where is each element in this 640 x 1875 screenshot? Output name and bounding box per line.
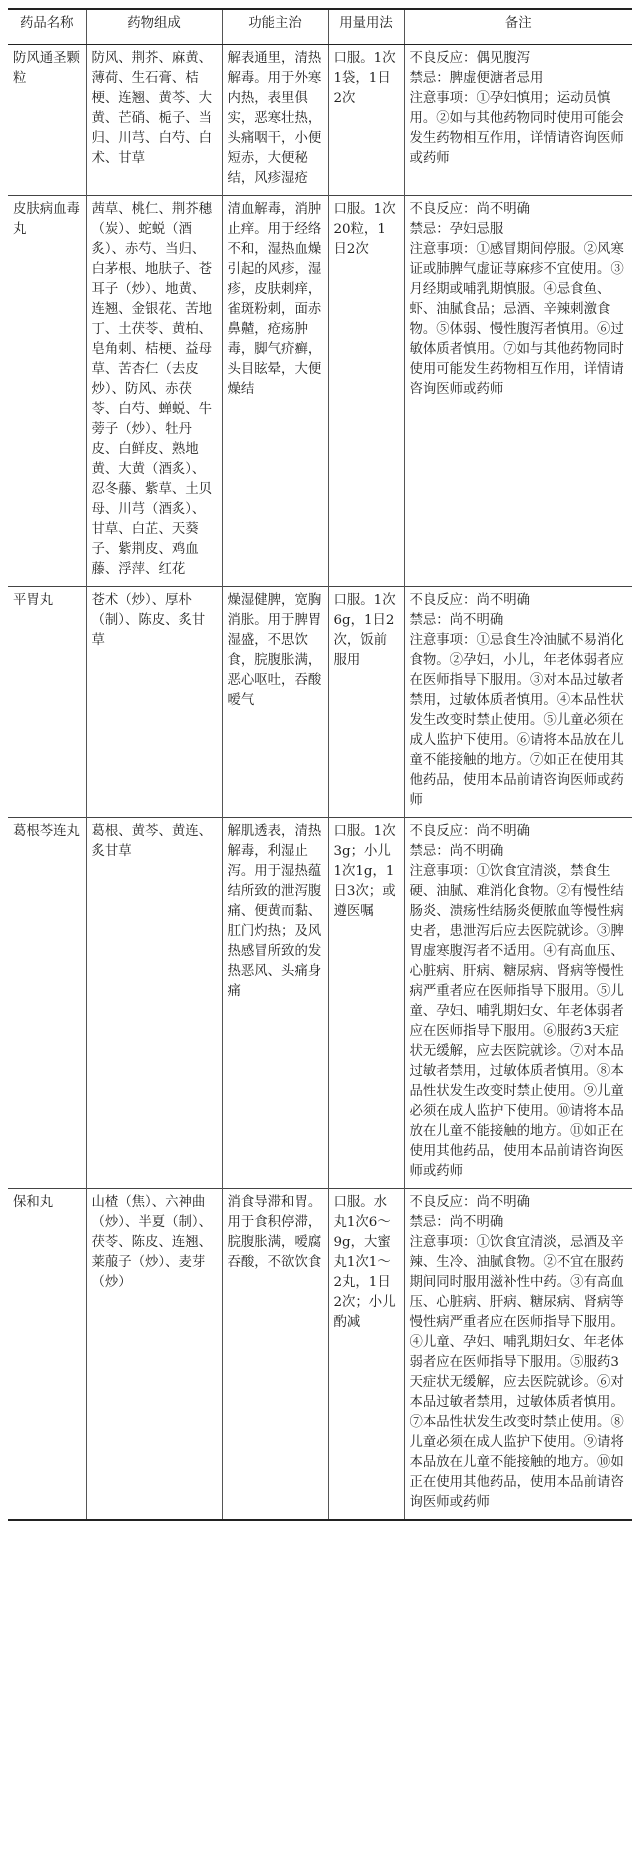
function-text: 燥湿健脾，宽胸消胀。用于脾胃湿盛，不思饮食，脘腹胀满，恶心呕吐，吞酸嗳气 [227,593,322,708]
table-row [8,1189,632,1521]
table-row [8,196,632,587]
usage-text: 口服。1次6g，1日2次，饭前服用 [333,593,396,668]
composition-cell [86,196,222,587]
drug-name-cell [8,587,86,818]
function-text: 解表通里，清热解毒。用于外寒内热，表里俱实，恶寒壮热，头痛咽干，小便短赤，大便秘结，风疹湿疮 [227,51,322,186]
header-drug-name: 药品名称 [8,9,86,45]
notes-cell [404,818,632,1189]
notes-text: 不良反应：尚不明确 禁忌：孕妇忌服 注意事项：①感冒期间停服。②风寒证或肺脾气虚证荨麻疹不宜使用。③月经期或哺乳期慎服。④忌食鱼、虾、油腻食品；忌酒、辛辣刺激食物。⑤体弱、慢性腹泻者慎用。⑥过敏体质者慎用。⑦如与其他药物同时使用可能发生药物相互作用，详情请咨询医师或药师 [409,202,624,397]
usage-text: 口服。1次1袋，1日2次 [333,51,396,106]
composition-text: 山楂（焦）、六神曲（炒）、半夏（制）、茯苓、陈皮、连翘、莱菔子（炒）、麦芽（炒） [91,1195,213,1290]
usage-text: 口服。1次20粒，1日2次 [333,202,396,257]
table-row [8,587,632,818]
header-notes: 备注 [404,9,632,45]
composition-cell [86,45,222,196]
function-text: 解肌透表，清热解毒，利湿止泻。用于湿热蕴结所致的泄泻腹痛、便黄而黏、肛门灼热；及风热感冒所致的发热恶风、头痛身痛 [227,824,322,999]
function-cell [222,587,328,818]
drug-name-cell [8,818,86,1189]
notes-cell [404,45,632,196]
table-row [8,45,632,196]
notes-text: 不良反应：尚不明确 禁忌：尚不明确 注意事项：①饮食宜清淡，忌酒及辛辣、生冷、油腻食物。②不宜在服药期间同时服用滋补性中药。③有高血压、心脏病、肝病、糖尿病、肾病等慢性病严重者应在医师指导下服用。④儿童、孕妇、哺乳期妇女、年老体弱者应在医师指导下服用。⑤服药3天症状无缓解，应去医院就诊。⑥对本品过敏者禁用，过敏体质者慎用。⑦本品性状发生改变时禁止使用。⑧儿童必须在成人监护下使用。⑨请将本品放在儿童不能接触的地方。⑩如正在使用其他药品，使用本品前请咨询医师或药师 [409,1195,624,1510]
composition-cell [86,818,222,1189]
table-row [8,818,632,1189]
composition-text: 葛根、黄芩、黄连、炙甘草 [91,824,213,859]
drug-name-cell [8,196,86,587]
notes-text: 不良反应：尚不明确 禁忌：尚不明确 注意事项：①忌食生冷油腻不易消化食物。②孕妇，小儿，年老体弱者应在医师指导下服用。③对本品过敏者禁用，过敏体质者慎用。④本品性状发生改变时禁止使用。⑤儿童必须在成人监护下使用。⑥请将本品放在儿童不能接触的地方。⑦如正在使用其他药品，使用本品前请咨询医师或药师 [409,593,624,808]
function-text: 清血解毒，消肿止痒。用于经络不和，湿热血燥引起的风疹，湿疹，皮肤刺痒，雀斑粉刺，面赤鼻齄，疮疡肿毒，脚气疥癣，头目眩晕，大便燥结 [227,202,322,397]
drug-name: 皮肤病血毒丸 [13,202,80,237]
header-composition: 药物组成 [86,9,222,45]
usage-cell [328,818,404,1189]
header-usage: 用量用法 [328,9,404,45]
notes-text: 不良反应：尚不明确 禁忌：尚不明确 注意事项：①饮食宜清淡，禁食生硬、油腻、难消化食物。②有慢性结肠炎、溃疡性结肠炎便脓血等慢性病史者，患泄泻后应去医院就诊。③脾胃虚寒腹泻者不适用。④有高血压、心脏病、肝病、糖尿病、肾病等慢性病严重者应在医师指导下服用。⑤儿童、孕妇、哺乳期妇女、年老体弱者应在医师指导下服用。⑥服药3天症状无缓解，应去医院就诊。⑦对本品过敏者禁用，过敏体质者慎用。⑧本品性状发生改变时禁止使用。⑨儿童必须在成人监护下使用。⑩请将本品放在儿童不能接触的地方。⑪如正在使用其他药品，使用本品前请咨询医师或药师 [409,824,624,1179]
drug-name: 防风通圣颗粒 [13,51,80,86]
drug-name-cell [8,1189,86,1521]
notes-cell [404,587,632,818]
usage-cell [328,1189,404,1521]
usage-cell [328,587,404,818]
function-text: 消食导滞和胃。用于食积停滞，脘腹胀满，嗳腐吞酸，不欲饮食 [227,1195,322,1270]
composition-text: 茜草、桃仁、荆芥穗（炭）、蛇蜕（酒炙）、赤芍、当归、白茅根、地肤子、苍耳子（炒）、地黄、连翘、金银花、苦地丁、土茯苓、黄柏、皂角刺、桔梗、益母草、苦杏仁（去皮炒）、防风、赤茯苓、白芍、蝉蜕、牛蒡子（炒）、牡丹皮、白鲜皮、熟地黄、大黄（酒炙）、忍冬藤、紫草、土贝母、川芎（酒炙）、甘草、白芷、天葵子、紫荆皮、鸡血藤、浮萍、红花 [91,202,213,577]
usage-text: 口服。水丸1次6～9g，大蜜丸1次1～2丸，1日2次；小儿酌减 [333,1195,396,1330]
notes-cell [404,1189,632,1521]
composition-text: 苍术（炒）、厚朴（制）、陈皮、炙甘草 [91,593,206,648]
usage-cell [328,196,404,587]
composition-cell [86,1189,222,1521]
drug-name: 平胃丸 [13,593,54,608]
notes-cell [404,196,632,587]
composition-text: 防风、荆芥、麻黄、薄荷、生石膏、桔梗、连翘、黄芩、大黄、芒硝、栀子、当归、川芎、白芍、白术、甘草 [91,51,213,166]
header-function: 功能主治 [222,9,328,45]
function-cell [222,45,328,196]
drug-name-cell [8,45,86,196]
drug-name: 保和丸 [13,1195,54,1210]
notes-text: 不良反应：偶见腹泻 禁忌：脾虚便溏者忌用 注意事项：①孕妇慎用；运动员慎用。②如与其他药物同时使用可能会发生药物相互作用，详情请咨询医师或药师 [409,51,624,166]
function-cell [222,196,328,587]
drug-table [8,8,632,1521]
usage-text: 口服。1次3g；小儿1次1g，1日3次；或遵医嘱 [333,824,396,919]
table-header-row [8,9,632,45]
drug-name: 葛根芩连丸 [13,824,80,839]
function-cell [222,1189,328,1521]
usage-cell [328,45,404,196]
composition-cell [86,587,222,818]
function-cell [222,818,328,1189]
